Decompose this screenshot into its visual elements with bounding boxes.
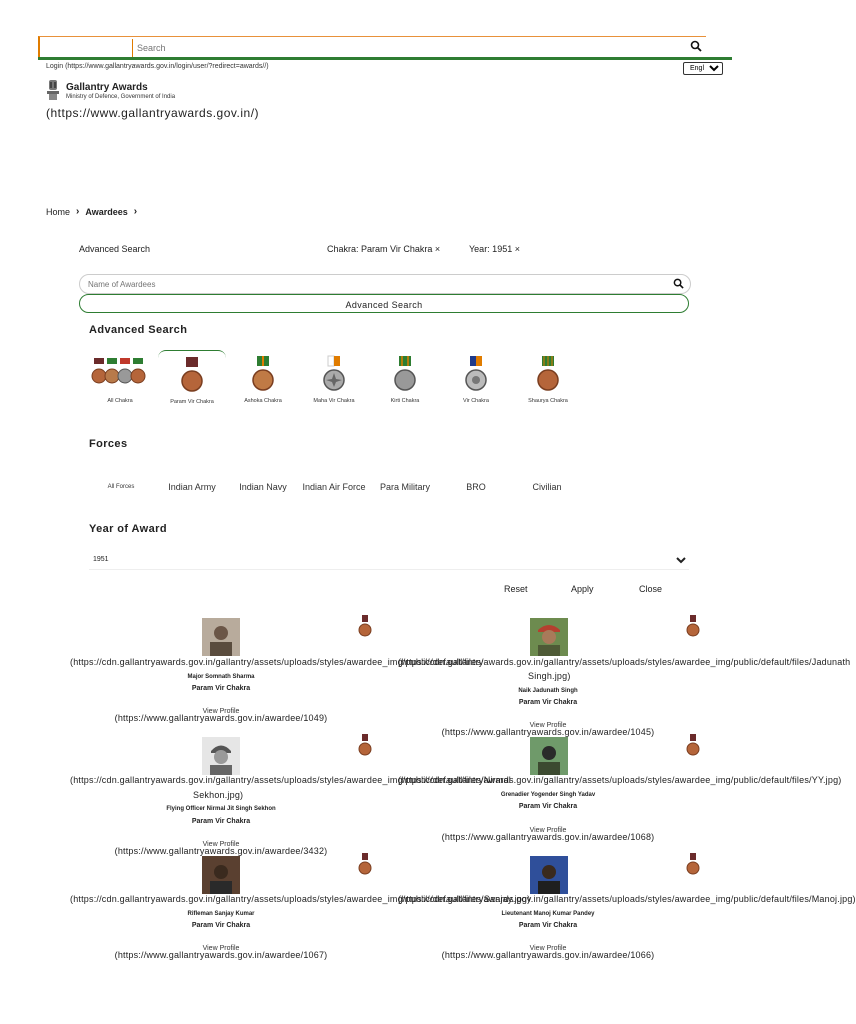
national-emblem-icon xyxy=(46,79,60,101)
awardee-name[interactable]: Rifleman Sanjay Kumar xyxy=(187,911,255,917)
advanced-search-title: Advanced Search xyxy=(89,324,188,336)
view-profile-link[interactable]: View Profile xyxy=(202,708,240,715)
awardee-name[interactable]: Lieutenant Manoj Kumar Pandey xyxy=(501,911,595,917)
param-vir-chakra-medal-icon xyxy=(178,355,206,395)
awardee-award: Param Vir Chakra xyxy=(518,803,578,810)
force-option-air-force[interactable]: Indian Air Force xyxy=(302,482,366,492)
view-profile-link[interactable]: View Profile xyxy=(202,841,240,848)
param-vir-chakra-medal-icon xyxy=(686,853,700,877)
awardee-image-link-cont[interactable]: Singh.jpg) xyxy=(528,671,571,681)
awardee-photo[interactable] xyxy=(202,856,240,894)
awardee-award: Param Vir Chakra xyxy=(518,922,578,929)
breadcrumb xyxy=(46,206,137,217)
force-option-para-military[interactable]: Para Military xyxy=(379,482,430,492)
force-option-navy[interactable]: Indian Navy xyxy=(239,482,287,492)
chakra-label: Maha Vir Chakra xyxy=(313,398,355,404)
awardee-award: Param Vir Chakra xyxy=(518,699,578,706)
name-search-box xyxy=(79,274,691,294)
awardee-profile-url[interactable]: (https://www.gallantryawards.gov.in/awardee/3432) xyxy=(114,846,328,856)
force-option-all[interactable]: All Forces xyxy=(107,484,135,490)
param-vir-chakra-medal-icon xyxy=(686,734,700,758)
brand-title[interactable]: Gallantry Awards xyxy=(66,82,148,93)
awardee-award: Param Vir Chakra xyxy=(191,818,251,825)
awardee-image-link[interactable]: (https://cdn.gallantryawards.gov.in/gallantry/assets/uploads/styles/awardee_img/public/default/files/Nirmal xyxy=(70,775,511,785)
close-button[interactable]: Close xyxy=(639,584,663,594)
chevron-right-icon: › xyxy=(133,206,138,217)
login-link[interactable]: Login (https://www.gallantryawards.gov.in/login/user/?redirect=awards//) xyxy=(46,63,269,70)
awardee-profile-url[interactable]: (https://www.gallantryawards.gov.in/awardee/1068) xyxy=(441,832,655,842)
maha-vir-chakra-medal-icon xyxy=(320,354,348,394)
reset-button[interactable]: Reset xyxy=(504,584,528,594)
chakra-option-kirti[interactable] xyxy=(371,350,439,410)
chakra-label: Shaurya Chakra xyxy=(528,398,568,404)
chakra-option-shaurya[interactable] xyxy=(514,350,582,410)
awardee-award: Param Vir Chakra xyxy=(191,922,251,929)
awardee-profile-url[interactable]: (https://www.gallantryawards.gov.in/awardee/1066) xyxy=(441,950,655,960)
shaurya-chakra-medal-icon xyxy=(534,354,562,394)
breadcrumb-home[interactable]: Home xyxy=(46,206,71,217)
advanced-search-link[interactable]: Advanced Search xyxy=(79,244,151,254)
view-profile-link[interactable]: View Profile xyxy=(529,722,567,729)
filter-chip-year[interactable]: Year: 1951 × xyxy=(469,244,520,254)
year-of-award-title: Year of Award xyxy=(89,523,167,535)
chakra-label: Ashoka Chakra xyxy=(244,398,282,404)
awardee-photo[interactable] xyxy=(202,737,240,775)
awardee-photo[interactable] xyxy=(530,737,568,775)
chakra-label: All Chakra xyxy=(107,398,133,404)
chakra-option-param-vir[interactable] xyxy=(158,350,226,411)
awardee-image-link[interactable]: (https://cdn.gallantryawards.gov.in/gallantry/assets/uploads/styles/awardee_img/public/default/files/Sanjay.jpg) xyxy=(70,894,531,904)
force-option-army[interactable]: Indian Army xyxy=(168,482,216,492)
awardee-image-link[interactable]: (https://cdn.gallantryawards.gov.in/gallantry/assets/uploads/styles/awardee_img/public/default/files/Jadunath xyxy=(398,657,851,667)
param-vir-chakra-medal-icon xyxy=(358,853,372,877)
awardee-photo[interactable] xyxy=(530,856,568,894)
chakra-label: Param Vir Chakra xyxy=(170,399,214,405)
chakra-option-ashoka[interactable] xyxy=(229,350,297,410)
all-chakra-medals-icon xyxy=(92,354,148,390)
awardee-profile-url[interactable]: (https://www.gallantryawards.gov.in/awardee/1049) xyxy=(114,713,328,723)
name-of-awardees-input[interactable] xyxy=(86,277,650,292)
awardee-photo[interactable] xyxy=(202,618,240,656)
language-select[interactable] xyxy=(683,62,723,75)
filter-chip-chakra[interactable]: Chakra: Param Vir Chakra × xyxy=(327,244,441,254)
top-search-bar xyxy=(38,36,706,59)
awardee-image-link[interactable]: (https://cdn.gallantryawards.gov.in/gallantry/assets/uploads/styles/awardee_img/public/default/files/ xyxy=(70,657,484,667)
search-input[interactable] xyxy=(132,39,699,57)
param-vir-chakra-medal-icon xyxy=(358,615,372,639)
chakra-label: Kirti Chakra xyxy=(390,398,420,404)
awardee-name[interactable]: Grenadier Yogender Singh Yadav xyxy=(500,792,596,798)
awardee-image-link[interactable]: (https://cdn.gallantryawards.gov.in/gallantry/assets/uploads/styles/awardee_img/public/default/files/YY.jpg) xyxy=(398,775,842,785)
awardee-photo[interactable] xyxy=(530,618,568,656)
force-option-bro[interactable]: BRO xyxy=(466,482,486,492)
chevron-right-icon: › xyxy=(76,206,80,217)
param-vir-chakra-medal-icon xyxy=(686,615,700,639)
chakra-label: Vir Chakra xyxy=(463,398,489,404)
header-divider xyxy=(38,57,732,60)
awardee-name[interactable]: Flying Officer Nirmal Jit Singh Sekhon xyxy=(166,806,276,812)
ashoka-chakra-medal-icon xyxy=(249,354,277,394)
chakra-option-maha-vir[interactable] xyxy=(300,350,368,410)
force-option-civilian[interactable]: Civilian xyxy=(532,482,562,492)
chakra-option-vir[interactable] xyxy=(442,350,510,410)
awardee-image-link-cont[interactable]: Sekhon.jpg) xyxy=(193,790,244,800)
chakra-option-all[interactable] xyxy=(86,350,154,410)
param-vir-chakra-medal-icon xyxy=(358,734,372,758)
awardee-name[interactable]: Major Somnath Sharma xyxy=(187,674,255,680)
awardee-profile-url[interactable]: (https://www.gallantryawards.gov.in/awardee/1045) xyxy=(441,727,655,737)
search-icon[interactable] xyxy=(673,278,684,289)
home-link[interactable]: (https://www.gallantryawards.gov.in/) xyxy=(46,106,260,120)
view-profile-link[interactable]: View Profile xyxy=(202,945,240,952)
advanced-search-button[interactable]: Advanced Search xyxy=(79,294,689,313)
apply-button[interactable]: Apply xyxy=(571,584,594,594)
awardee-name[interactable]: Naik Jadunath Singh xyxy=(518,688,578,694)
brand-subtitle: Ministry of Defence, Government of India xyxy=(66,94,176,100)
awardee-award: Param Vir Chakra xyxy=(191,685,251,692)
search-icon[interactable] xyxy=(690,40,702,52)
vir-chakra-medal-icon xyxy=(462,354,490,394)
awardee-image-link[interactable]: (https://cdn.gallantryawards.gov.in/gallantry/assets/uploads/styles/awardee_img/public/default/files/Manoj.jpg) xyxy=(398,894,856,904)
forces-title: Forces xyxy=(89,438,128,450)
breadcrumb-awardees[interactable]: Awardees xyxy=(85,206,128,217)
awardee-profile-url[interactable]: (https://www.gallantryawards.gov.in/awardee/1067) xyxy=(114,950,328,960)
view-profile-link[interactable]: View Profile xyxy=(529,827,567,834)
kirti-chakra-medal-icon xyxy=(391,354,419,394)
view-profile-link[interactable]: View Profile xyxy=(529,945,567,952)
year-select[interactable] xyxy=(89,550,689,570)
